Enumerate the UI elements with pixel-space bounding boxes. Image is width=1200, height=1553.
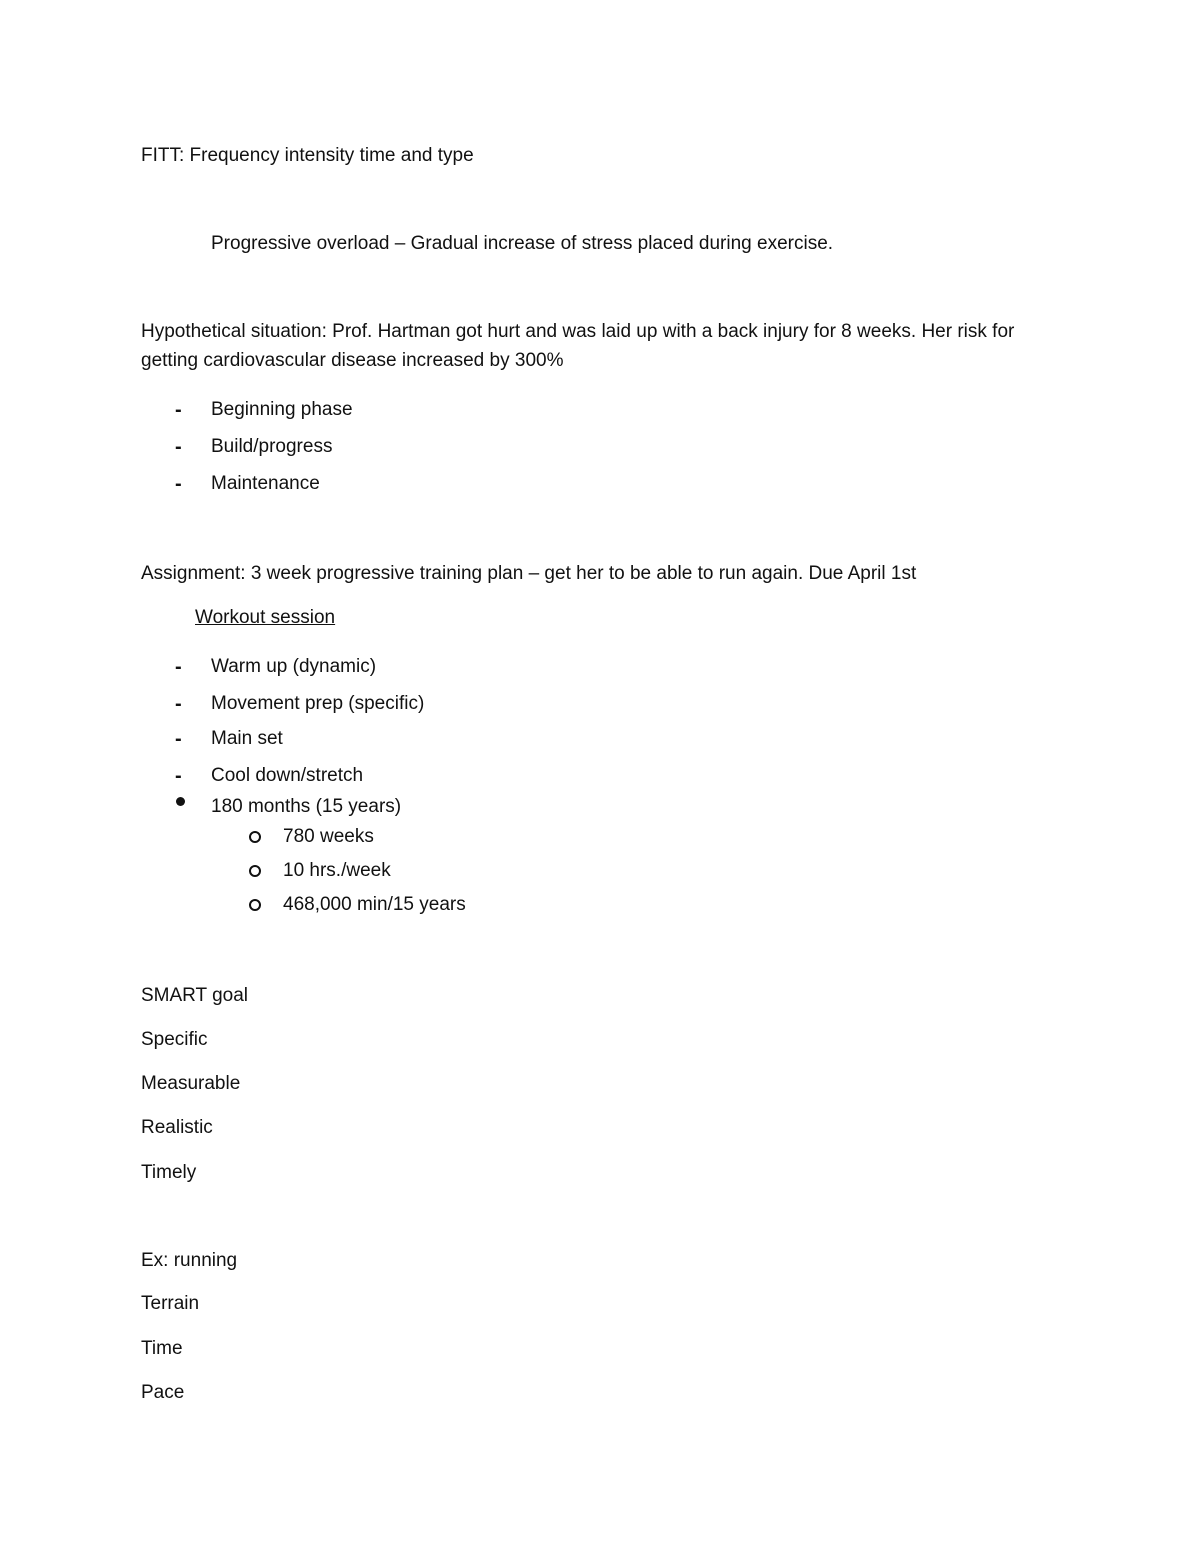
smart-goal-heading: SMART goal — [141, 985, 249, 1006]
list-item: Cool down/stretch — [211, 765, 364, 786]
sub-list-item: 10 hrs./week — [283, 860, 391, 881]
hollow-bullet-icon — [249, 831, 261, 843]
fitt-line: FITT: Frequency intensity time and type — [141, 145, 474, 166]
dash-bullet: - — [175, 728, 182, 750]
filled-bullet-icon — [176, 797, 185, 806]
dash-bullet: - — [175, 436, 182, 458]
list-item: Maintenance — [211, 473, 320, 494]
dash-bullet: - — [175, 399, 182, 421]
list-item: Warm up (dynamic) — [211, 656, 377, 677]
progressive-overload-line: Progressive overload – Gradual increase of stress placed during exercise. — [211, 233, 834, 254]
dash-bullet: - — [175, 656, 182, 678]
months-line: 180 months (15 years) — [211, 796, 402, 817]
assignment-line: Assignment: 3 week progressive training plan – get her to be able to run again. Due April 1st — [141, 563, 917, 584]
example-item: Pace — [141, 1382, 185, 1403]
list-item: Movement prep (specific) — [211, 693, 425, 714]
workout-session-heading: Workout session — [195, 607, 336, 628]
smart-item: Timely — [141, 1162, 197, 1183]
smart-item: Specific — [141, 1029, 208, 1050]
smart-item: Realistic — [141, 1117, 213, 1138]
example-item: Time — [141, 1338, 183, 1359]
example-item: Terrain — [141, 1293, 200, 1314]
example-heading: Ex: running — [141, 1250, 238, 1271]
hypothetical-line-1: Hypothetical situation: Prof. Hartman got hurt and was laid up with a back injury for 8 weeks. Her risk for — [141, 321, 1015, 342]
list-item: Beginning phase — [211, 399, 353, 420]
list-item: Build/progress — [211, 436, 333, 457]
smart-item: Measurable — [141, 1073, 241, 1094]
dash-bullet: - — [175, 765, 182, 787]
sub-list-item: 780 weeks — [283, 826, 374, 847]
hypothetical-line-2: getting cardiovascular disease increased by 300% — [141, 350, 564, 371]
hollow-bullet-icon — [249, 899, 261, 911]
dash-bullet: - — [175, 473, 182, 495]
list-item: Main set — [211, 728, 283, 749]
sub-list-item: 468,000 min/15 years — [283, 894, 466, 915]
hollow-bullet-icon — [249, 865, 261, 877]
dash-bullet: - — [175, 693, 182, 715]
